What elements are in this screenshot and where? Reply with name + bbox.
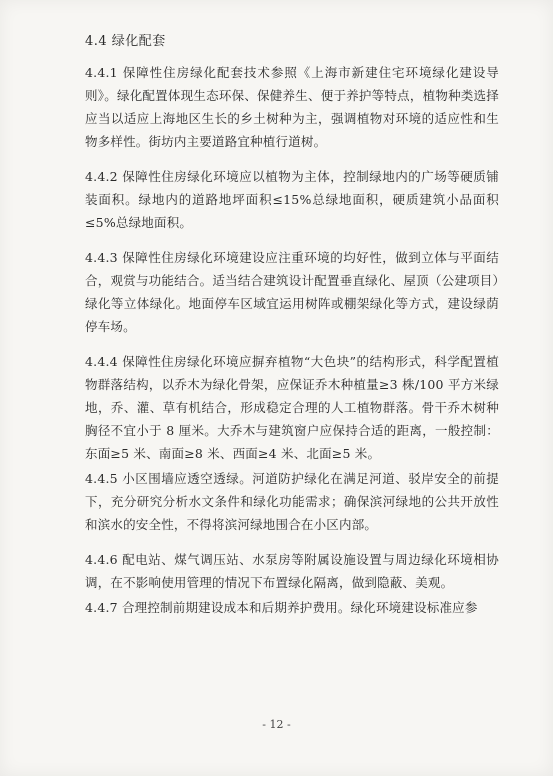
paragraph-4-4-2: 4.4.2 保障性住房绿化环境应以植物为主体，控制绿地内的广场等硬质铺装面积。绿地内的道路地坪面积≤15%总绿地面积，硬质建筑小品面积≤5%总绿地面积。 [85,169,499,230]
paragraph-4-4-4: 4.4.4 保障性住房绿化环境应摒弃植物“大色块”的结构形式，科学配置植物群落结构，以乔木为绿化骨架，应保证乔木种植量≥3 株/100 平方米绿地，乔、灌、草有机结合，形成稳定合理的人工植物群落。骨干乔木树种胸径不宜小于 8 厘米。大乔木与建筑窗户应保持合适的距离，一般控制：东面≥5 米、南面≥8 米、西面≥4 米、北面≥5 米。 [85,354,499,461]
paragraph-4-4-5: 4.4.5 小区围墙应透空透绿。河道防护绿化在满足河道、驳岸安全的前提下，充分研究分析水文条件和绿化功能需求；确保滨河绿地的公共开放性和滨水的安全性，不得将滨河绿地围合在小区内部。 [85,471,499,532]
document-body [85,32,499,631]
paragraph-4-4-3: 4.4.3 保障性住房绿化环境建设应注重环境的均好性，做到立体与平面结合，观赏与功能结合。适当结合建筑设计配置垂直绿化、屋顶（公建项目）绿化等立体绿化。地面停车区域宜运用树阵或棚架绿化等方式，建设绿荫停车场。 [85,250,499,334]
page-number: - 12 - [262,718,291,731]
section-heading: 4.4 绿化配套 [85,34,166,49]
paragraph-4-4-6: 4.4.6 配电站、煤气调压站、水泵房等附属设施设置与周边绿化环境相协调，在不影响使用管理的情况下布置绿化隔离，做到隐蔽、美观。 [85,552,499,590]
paragraph-4-4-7: 4.4.7 合理控制前期建设成本和后期养护费用。绿化环境建设标准应参 [85,600,478,615]
paragraph-4-4-1: 4.4.1 保障性住房绿化配套技术参照《上海市新建住宅环境绿化建设导则》。绿化配置体现生态环保、保健养生、便于养护等特点，植物种类选择应当以适应上海地区生长的乡土树种为主，强调植物对环境的适应性和生物多样性。街坊内主要道路宜种植行道树。 [85,65,499,149]
